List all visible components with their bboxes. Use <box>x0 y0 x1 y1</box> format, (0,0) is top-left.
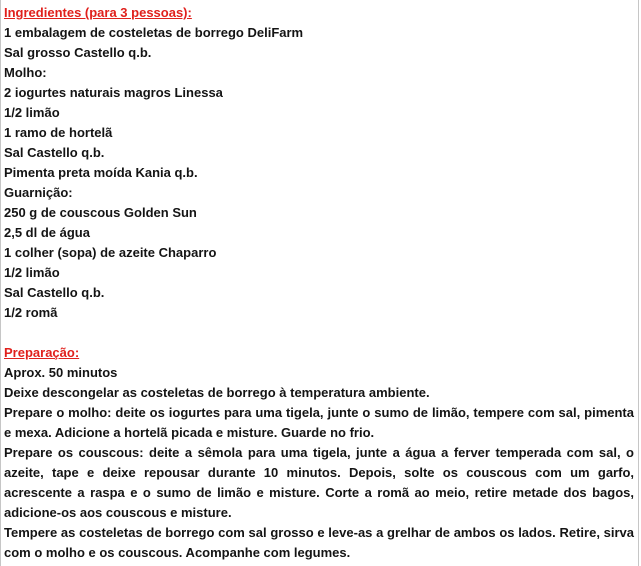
ingredient-line: 1/2 limão <box>4 265 60 280</box>
ingredient-line: Pimenta preta moída Kania q.b. <box>4 165 198 180</box>
preparation-step: Prepare os couscous: deite a sêmola para uma tigela, junte a água a ferver temperada com sal, o azeite, tape e deixe repousar durante 10 minutos. Depois, solte os couscous com um garfo, acrescente a raspa e o sumo de limão e misture. Corte a romã ao meio, retire metade dos bagos, adicione-os aos couscous e misture. <box>4 445 634 520</box>
ingredient-line: 1 ramo de hortelã <box>4 125 113 140</box>
ingredient-line: 250 g de couscous Golden Sun <box>4 205 197 220</box>
preparation-heading: Preparação: <box>4 345 80 360</box>
preparation-step: Tempere as costeletas de borrego com sal grosso e leve-as a grelhar de ambos os lados. Retire, sirva com o molho e os couscous. Acompanhe com legumes. <box>4 525 634 560</box>
ingredient-line: 1/2 romã <box>4 305 58 320</box>
ingredient-subheading-garnish: Guarnição: <box>4 185 73 200</box>
ingredient-line: 1/2 limão <box>4 105 60 120</box>
ingredient-line: Sal grosso Castello q.b. <box>4 45 152 60</box>
ingredient-line: 1 embalagem de costeletas de borrego DeliFarm <box>4 25 304 40</box>
ingredient-line: 1 colher (sopa) de azeite Chaparro <box>4 245 217 260</box>
spacer <box>4 323 634 343</box>
ingredient-line: Sal Castello q.b. <box>4 145 105 160</box>
preparation-step: Deixe descongelar as costeletas de borrego à temperatura ambiente. <box>4 385 430 400</box>
preparation-step: Prepare o molho: deite os iogurtes para uma tigela, junte o sumo de limão, tempere com sal, pimenta e mexa. Adicione a hortelã picada e misture. Guarde no frio. <box>4 405 634 440</box>
ingredient-line: 2,5 dl de água <box>4 225 90 240</box>
ingredient-line: Sal Castello q.b. <box>4 285 105 300</box>
ingredients-heading: Ingredientes (para 3 pessoas): <box>4 5 192 20</box>
ingredient-subheading-sauce: Molho: <box>4 65 47 80</box>
ingredient-line: 2 iogurtes naturais magros Linessa <box>4 85 223 100</box>
preparation-time: Aprox. 50 minutos <box>4 365 118 380</box>
